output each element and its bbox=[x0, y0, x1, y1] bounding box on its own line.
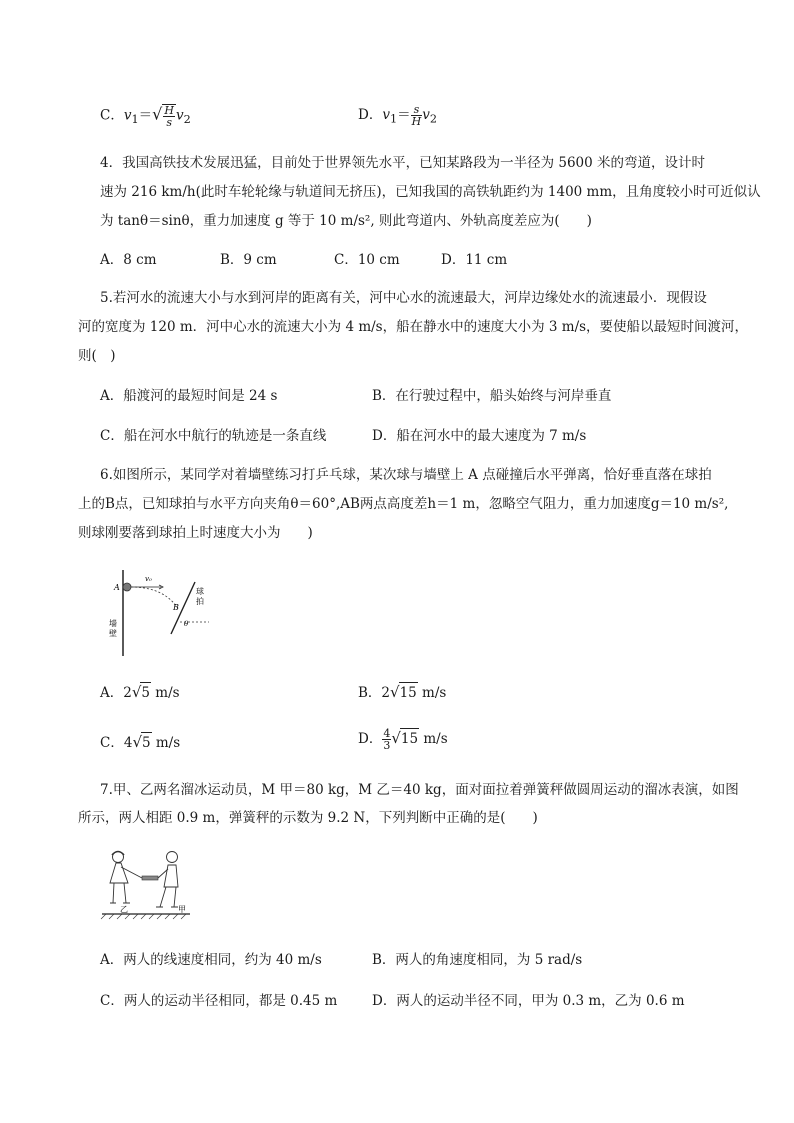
q7-figure-skaters bbox=[100, 845, 195, 920]
q4-option-a: A．8 cm bbox=[100, 252, 157, 268]
label-theta: θ bbox=[184, 620, 189, 628]
skater-jia-icon bbox=[156, 852, 178, 908]
q6-line2: 上的B点，已知球拍与水平方向夹角θ＝60°,AB两点高度差h＝1 m，忽略空气阻力，重力加速度g＝10 m/s², bbox=[78, 496, 729, 512]
trajectory-path bbox=[131, 587, 179, 610]
q7-line1: 7.甲、乙两名溜冰运动员，M 甲＝80 kg，M 乙＝40 kg，面对面拉着弹簧秤做圆周运动的溜冰表演，如图 bbox=[100, 782, 739, 798]
q4-line3: 为 tanθ＝sinθ，重力加速度 g 等于 10 m/s², 则此弯道内、外轨高度差应为( ) bbox=[100, 213, 592, 229]
label-wall-1: 墙 bbox=[109, 619, 117, 628]
option-c-prev: C．$v_1=√$ $\frac{H}{s}$ $v_2$ bbox=[100, 104, 191, 129]
q7-option-c: C．两人的运动半径相同，都是 0.45 m bbox=[100, 993, 338, 1009]
spring-scale-icon bbox=[142, 876, 158, 880]
q5-option-c: C．船在河水中航行的轨迹是一条直线 bbox=[100, 428, 327, 444]
label-racket-2: 拍 bbox=[196, 597, 204, 606]
label-a: A bbox=[114, 583, 120, 592]
q6-option-b: B．2√15 m/s bbox=[358, 683, 447, 701]
q6-line3: 则球刚要落到球拍上时速度大小为 ) bbox=[78, 525, 313, 541]
q7-option-d: D．两人的运动半径不同，甲为 0.3 m，乙为 0.6 m bbox=[372, 993, 685, 1009]
q5-option-b: B．在行驶过程中，船头始终与河岸垂直 bbox=[372, 388, 612, 404]
option-d-prev: D．$v_1=$ $\frac{s}{H}$ $v_2$ bbox=[358, 103, 438, 128]
q5-line3: 则( ) bbox=[78, 348, 116, 364]
label-wall-2: 壁 bbox=[109, 629, 117, 638]
skater-yi-icon bbox=[110, 852, 142, 904]
label-yi: 乙 bbox=[120, 905, 128, 914]
q7-option-b: B．两人的角速度相同，为 5 rad/s bbox=[372, 952, 583, 968]
q5-line2: 河的宽度为 120 m．河中心水的流速大小为 4 m/s，船在静水中的速度大小为 3 m/s，要使船以最短时间渡河， bbox=[78, 319, 749, 335]
label-b: B bbox=[173, 603, 179, 612]
q5-option-d: D．船在河水中的最大速度为 7 m/s bbox=[372, 428, 587, 444]
q4-line2: 速为 216 km/h(此时车轮轮缘与轨道间无挤压)，已知我国的高铁轨距约为 1400 mm，且角度较小时可近似认 bbox=[100, 184, 761, 200]
q6-option-a: A．2√5 m/s bbox=[100, 683, 180, 701]
q6-figure-wall-racket bbox=[105, 568, 215, 658]
label-jia: 甲 bbox=[178, 905, 186, 914]
q5-line1: 5.若河水的流速大小与水到河岸的距离有关，河中心水的流速最大，河岸边缘处水的流速最小．现假设 bbox=[100, 290, 707, 306]
q6-option-c: C．4√5 m/s bbox=[100, 733, 181, 751]
q4-option-c: C．10 cm bbox=[334, 252, 400, 268]
q4-option-b: B．9 cm bbox=[220, 252, 277, 268]
q5-option-a: A．船渡河的最短时间是 24 s bbox=[100, 388, 278, 404]
ball-icon bbox=[123, 583, 131, 591]
q7-option-a: A．两人的线速度相同，约为 40 m/s bbox=[100, 952, 322, 968]
q4-option-d: D．11 cm bbox=[441, 252, 508, 268]
q4-line1: 4．我国高铁技术发展迅猛，目前处于世界领先水平，已知某路段为一半径为 5600 米的弯道，设计时 bbox=[100, 155, 706, 171]
q6-option-d: D． $\frac{4}{3}$ √15 m/s bbox=[358, 727, 448, 752]
label-racket-1: 球 bbox=[196, 587, 204, 596]
q7-line2: 所示，两人相距 0.9 m，弹簧秤的示数为 9.2 N，下列判断中正确的是( ) bbox=[78, 810, 538, 826]
label-v0: v₀ bbox=[145, 575, 152, 583]
q6-line1: 6.如图所示，某同学对着墙壁练习打乒乓球，某次球与墙壁上 A 点碰撞后水平弹离，恰好垂直落在球拍 bbox=[100, 467, 712, 483]
